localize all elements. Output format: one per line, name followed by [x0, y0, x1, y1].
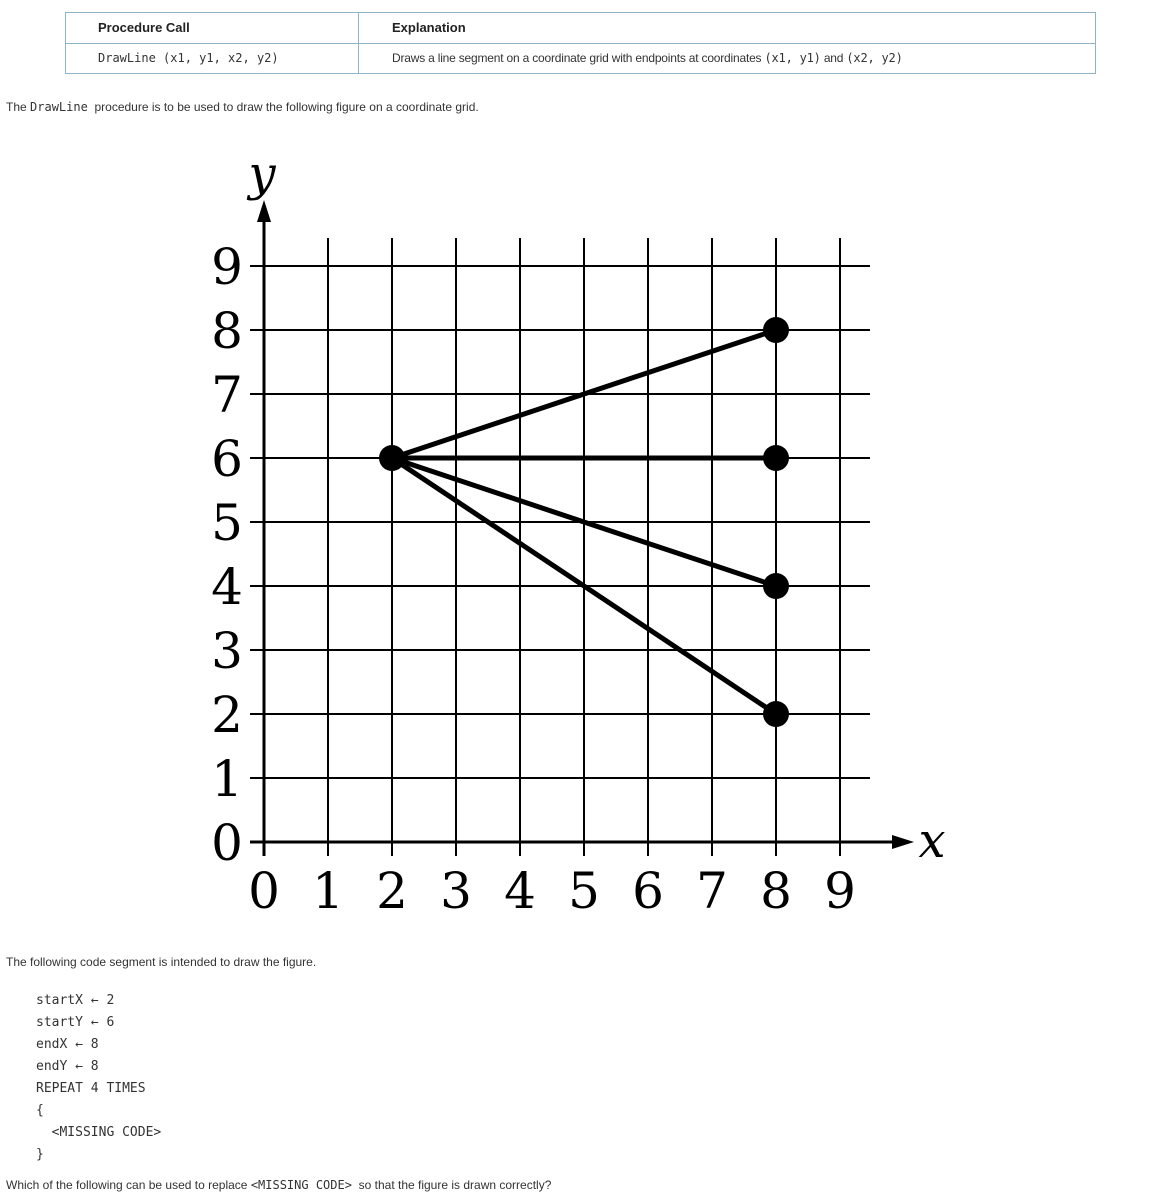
- header-explanation: Explanation: [392, 20, 466, 35]
- x-tick-label: 2: [376, 862, 408, 920]
- y-axis-label: y: [248, 146, 276, 202]
- table-row: [66, 43, 1095, 73]
- code-line: startX ← 2: [36, 993, 115, 1008]
- x-tick-label: 1: [312, 862, 344, 920]
- header-procedure-call: Procedure Call: [98, 20, 190, 35]
- x-tick-label: 7: [696, 862, 728, 920]
- question-prefix: Which of the following can be used to replace: [6, 1178, 251, 1192]
- endpoint-dot: [763, 445, 789, 471]
- code-line: endX ← 8: [36, 1037, 99, 1052]
- x-tick-label: 6: [632, 862, 664, 920]
- procedure-table: [65, 12, 1096, 74]
- explanation-text: Draws a line segment on a coordinate grid with endpoints at coordinates: [392, 51, 765, 65]
- code-line: <MISSING CODE>: [36, 1125, 162, 1140]
- y-tick-label: 4: [211, 558, 243, 616]
- intro-proc-name: DrawLine: [30, 100, 88, 114]
- x-axis-label: x: [918, 813, 946, 869]
- explanation-and: and: [820, 51, 847, 65]
- x-tick-label: 4: [504, 862, 536, 920]
- code-line: }: [36, 1147, 44, 1162]
- question-text: [6, 1178, 551, 1192]
- code-line: REPEAT 4 TIMES: [36, 1081, 146, 1096]
- y-tick-label: 1: [211, 750, 243, 808]
- code-caption: The following code segment is intended to draw the figure.: [6, 955, 317, 969]
- endpoint-dot: [763, 573, 789, 599]
- intro-suffix: procedure is to be used to draw the following figure on a coordinate grid.: [87, 100, 479, 114]
- y-tick-label: 8: [211, 302, 243, 360]
- table-column-divider: [358, 13, 359, 73]
- explanation-cell: [392, 43, 903, 73]
- y-axis-arrow: [257, 200, 271, 222]
- table-header-row: [66, 13, 1095, 44]
- y-tick-label: 9: [211, 238, 243, 296]
- endpoint-dot: [763, 317, 789, 343]
- x-tick-label: 3: [440, 862, 472, 920]
- y-tick-label: 3: [211, 622, 243, 680]
- y-tick-label: 0: [211, 814, 243, 872]
- endpoint-dot: [379, 445, 405, 471]
- explanation-coord2: (x2, y2): [846, 51, 903, 65]
- y-tick-label: 5: [211, 494, 243, 552]
- question-code: <MISSING CODE>: [250, 1178, 352, 1192]
- y-tick-label: 2: [211, 686, 243, 744]
- x-axis-arrow: [892, 835, 914, 849]
- code-line: {: [36, 1103, 44, 1118]
- question-suffix: so that the figure is drawn correctly?: [351, 1178, 552, 1192]
- y-tick-label: 6: [211, 430, 243, 488]
- x-tick-label: 5: [568, 862, 600, 920]
- endpoint-dot: [763, 701, 789, 727]
- x-tick-label: 9: [824, 862, 856, 920]
- code-line: endY ← 8: [36, 1059, 99, 1074]
- intro-text: [6, 100, 479, 114]
- code-line: startY ← 6: [36, 1015, 115, 1030]
- intro-prefix: The: [6, 100, 31, 114]
- procedure-call-cell: DrawLine (x1, y1, x2, y2): [98, 51, 279, 65]
- explanation-coord1: (x1, y1): [764, 51, 821, 65]
- x-tick-label: 8: [760, 862, 792, 920]
- coordinate-graph: [195, 140, 965, 930]
- y-tick-label: 7: [211, 366, 243, 424]
- x-tick-label: 0: [248, 862, 280, 920]
- code-segment: [36, 990, 161, 1166]
